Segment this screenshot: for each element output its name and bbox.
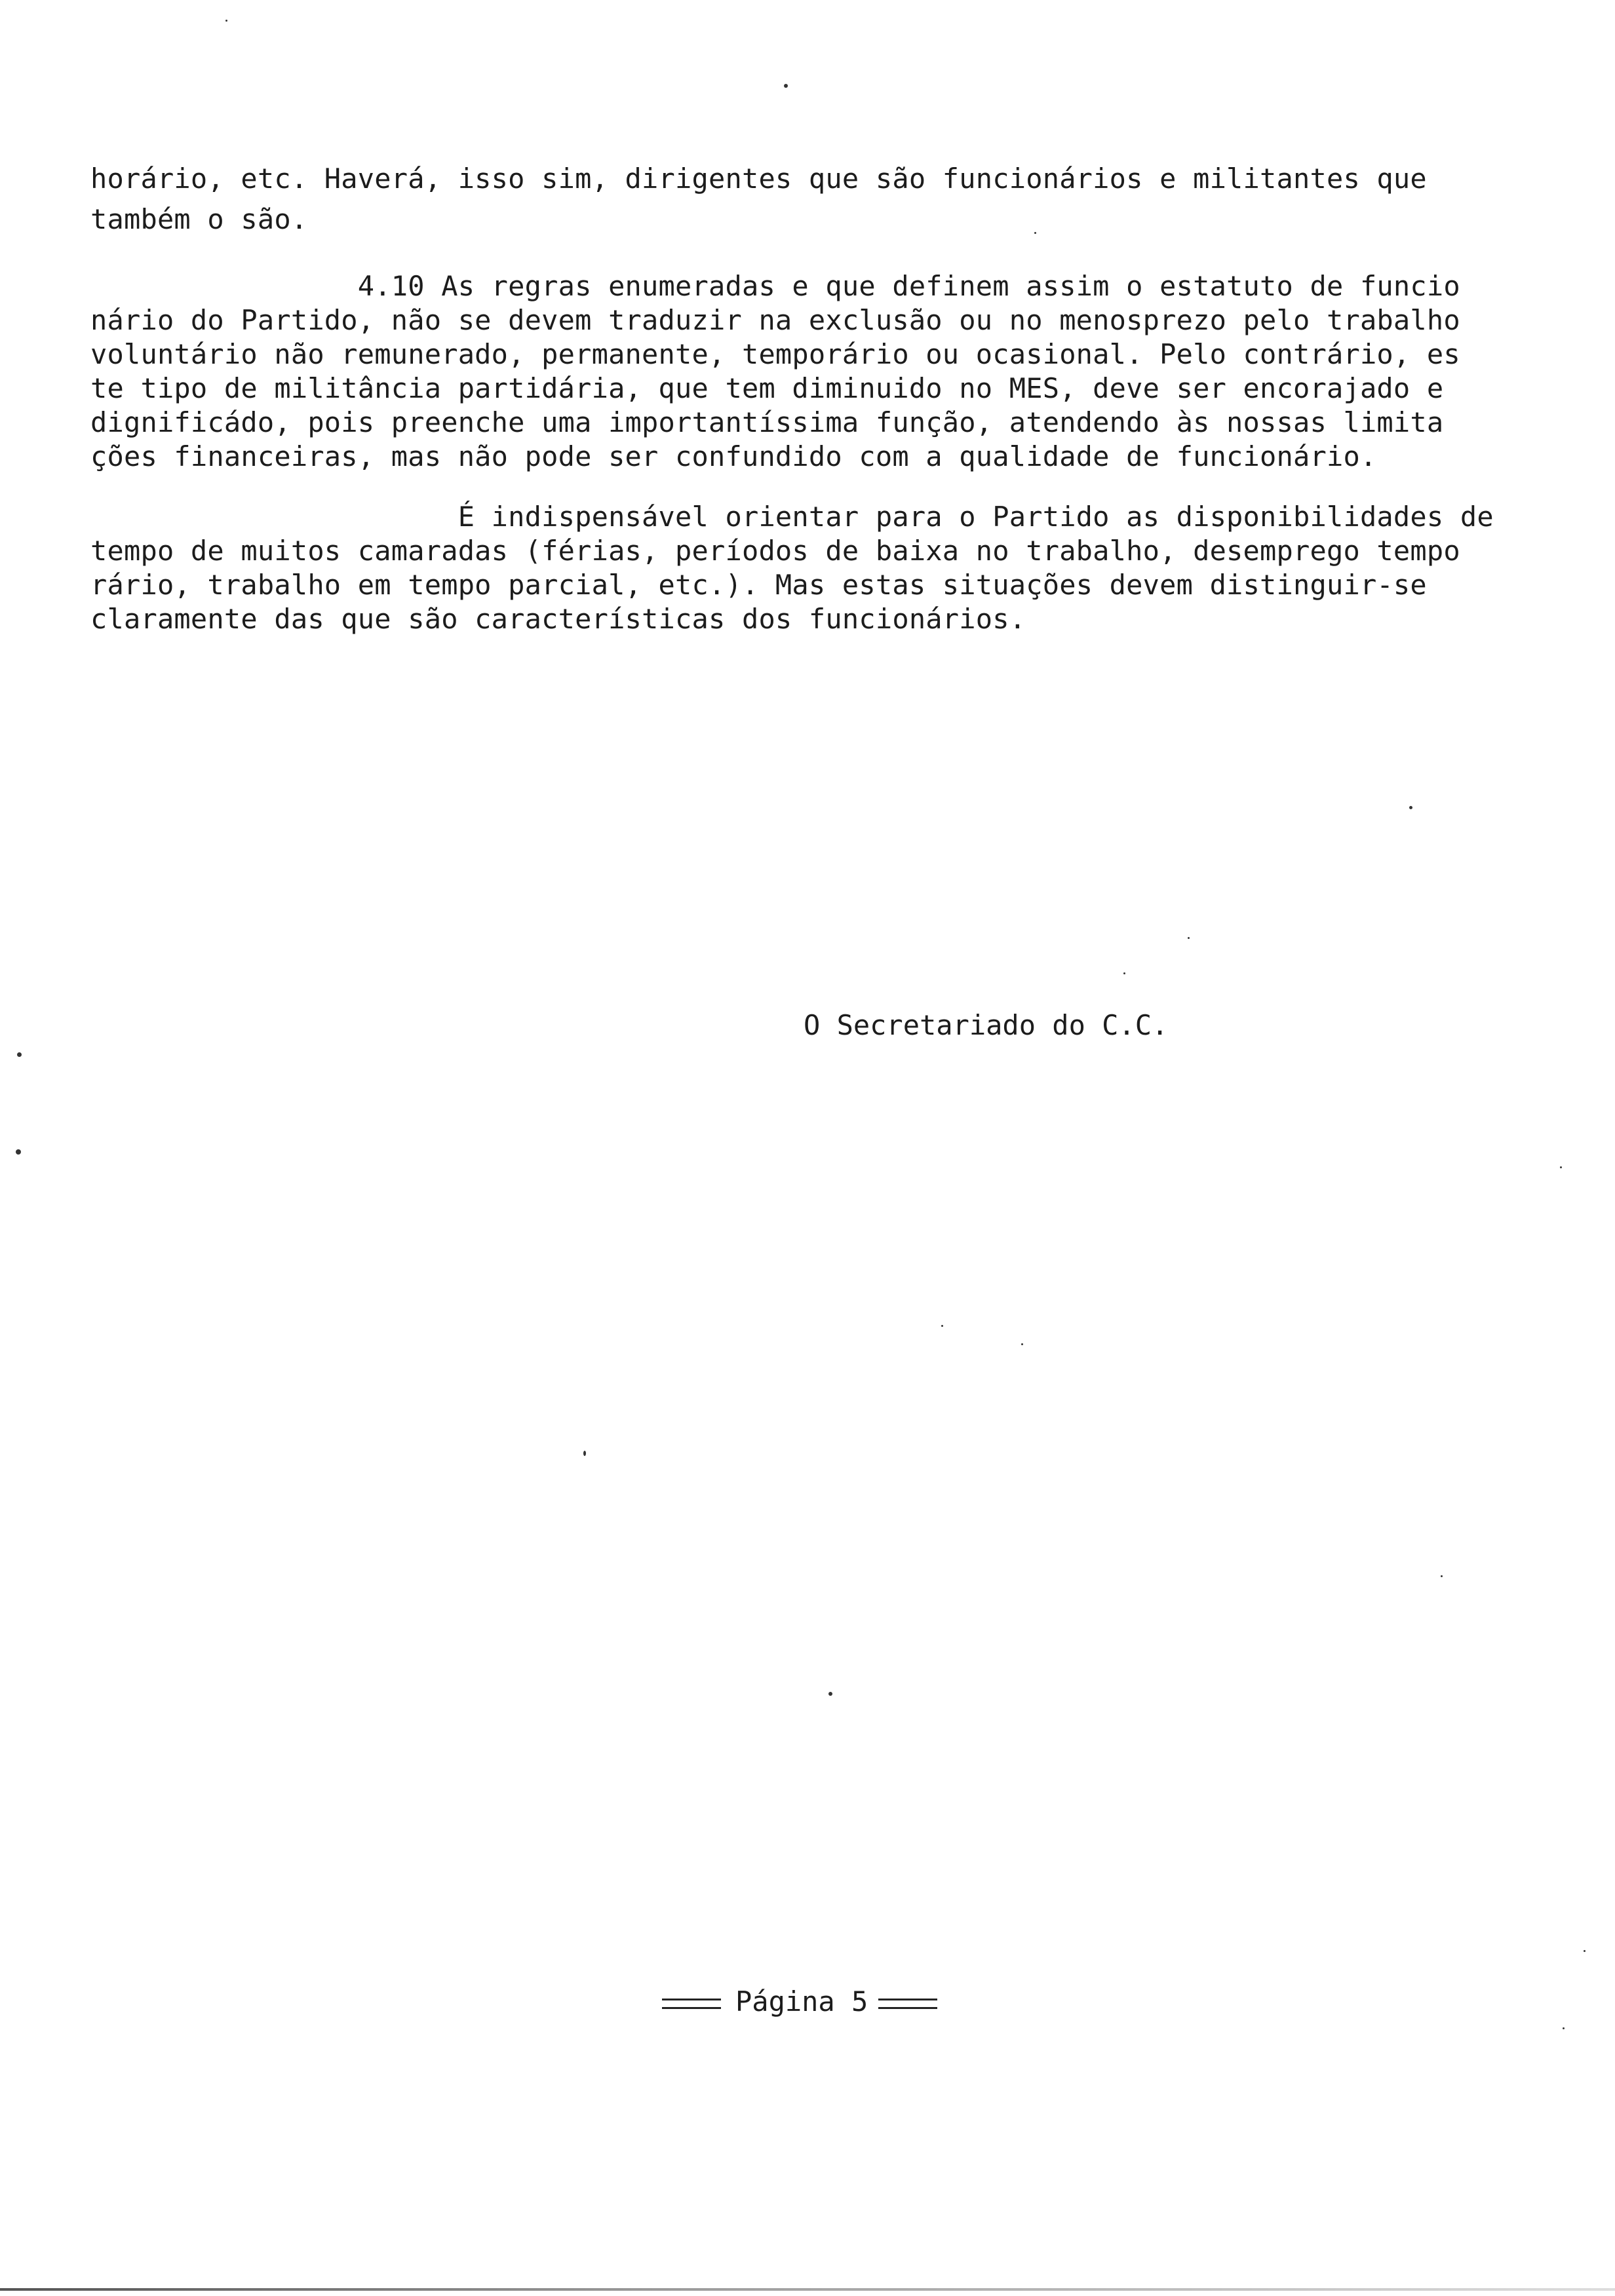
scan-speck <box>1188 937 1190 939</box>
text-line: voluntário não remunerado, permanente, temporário ou ocasional. Pelo contrário, es <box>90 338 1460 370</box>
scan-speck <box>941 1325 943 1327</box>
footer-rule-right <box>878 1999 937 2009</box>
page-number: Página 5 <box>735 1985 868 2018</box>
text-line: claramente das que são características dos funcionários. <box>90 603 1026 635</box>
text-line: É indispensável orientar para o Partido as disponibilidades de <box>90 501 1494 533</box>
scan-speck <box>1560 1166 1562 1168</box>
scan-speck <box>17 1052 22 1057</box>
scan-speck <box>1584 1950 1586 1952</box>
scan-speck <box>1409 806 1412 809</box>
signature: O Secretariado do C.C. <box>804 1009 1169 1041</box>
text-line: horário, etc. Haverá, isso sim, dirigentes que são funcionários e militantes que <box>90 163 1427 195</box>
footer-rule-left <box>662 1999 721 2009</box>
text-line: também o são. <box>90 203 308 235</box>
scan-speck <box>583 1451 586 1456</box>
page-footer <box>662 1985 868 2149</box>
scan-speck <box>1441 1575 1443 1577</box>
scan-bottom-edge <box>0 2288 1615 2291</box>
scan-speck <box>1034 232 1036 234</box>
text-line: 4.10 As regras enumeradas e que definem assim o estatuto de funcio <box>90 270 1460 302</box>
scan-speck <box>828 1692 832 1696</box>
text-line: rário, trabalho em tempo parcial, etc.). Mas estas situações devem distinguir-se <box>90 569 1427 601</box>
scan-speck <box>1021 1343 1023 1345</box>
scan-speck <box>1123 972 1125 974</box>
scan-speck <box>1563 2027 1565 2029</box>
text-line: ções financeiras, mas não pode ser confundido com a qualidade de funcionário. <box>90 440 1377 472</box>
scan-speck <box>225 20 227 22</box>
text-line: dignificádo, pois preenche uma importantíssima função, atendendo às nossas limita <box>90 406 1444 438</box>
text-line: tempo de muitos camaradas (férias, períodos de baixa no trabalho, desemprego tempo <box>90 535 1460 567</box>
scan-speck <box>16 1149 21 1155</box>
text-line: nário do Partido, não se devem traduzir na exclusão ou no menosprezo pelo trabalho <box>90 304 1460 336</box>
scan-speck <box>784 84 788 88</box>
text-line: te tipo de militância partidária, que tem diminuido no MES, deve ser encorajado e <box>90 372 1444 404</box>
